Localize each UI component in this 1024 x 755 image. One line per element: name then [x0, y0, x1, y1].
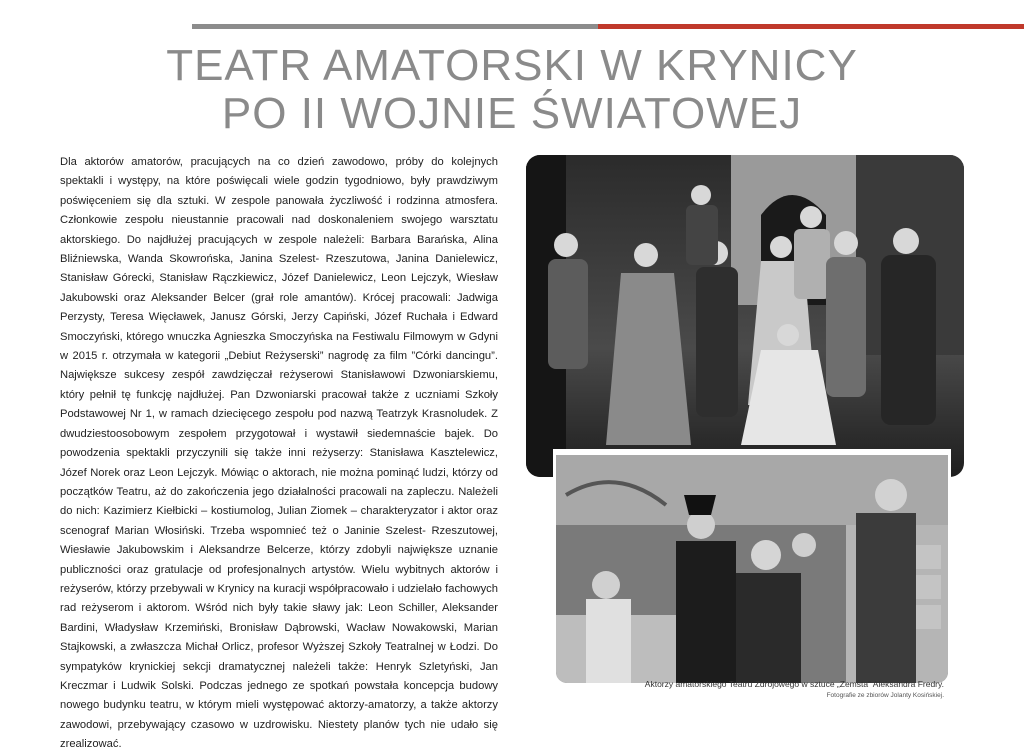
body-text: Dla aktorów amatorów, pracujących na co dzień zawodowo, próby do kolejnych spektakli i występy, na które poświęcali wiele godzin tygodniowo, były prawdziwym poświęceniem się dla sztuki. W zespole panowała życzliwość i rodzinna atmosfera. Członkowie zespołu nieustannie pracowali nad doskonaleniem swojego warsztatu aktorskiego. Do najdłużej pracujących w zespole należeli: Barbara Barańska, Alina Bliźniewska, Wanda Skowrońska, Janina Szelest- Rzeszutowa, Janina Danielewicz, Stanisław Górecki, Stanisław Rączkiewicz, Józef Danielewicz, Leon Lejczyk, Wiesław Jakubowski oraz Aleksander Belcer (grał role amantów). Krócej pracowali: Jadwiga Perzysty, Teresa Więcławek, Janusz Górski, Jerzy Capiński, Józef Ruchała i Edward Smoczyński, którego wnuczka Agnieszka Smoczyńska na Festiwalu Filmowym w Gdyni w 2015 r. otrzymała w kategorii „Debiut Reżyserski” nagrodę za film ”Córki dancingu”. Największe sukcesy zespół zawdzięczał reżyserowi Stanisławowi Dzwoniarskiemu, który pełnił tę funkcję najdłużej. Pan Dzwoniarski pracował także z uczniami Szkoły Podstawowej Nr 1, w ramach dziecięcego zespołu pod nazwą Teatrzyk Krasnoludek. Z dwudziestoosobowym zespołem przygotował i wystawił siedemnaście bajek. Do powodzenia spektakli przyczynili się także inni reżyserzy: Stanisława Kasztelewicz, Józef Norek oraz Leon Lejczyk. Mówiąc o aktorach, nie można pominąć ludzi, którzy od początków Teatru, aż do zakończenia jego działalności pracowali na zapleczu. Należeli do nich: Kazimierz Kiełbicki – kostiumolog, Julian Ziomek – charakteryzator i aktor oraz scenograf Marian Włosiński. Trzeba wspomnieć też o Janinie Szelest- Rzeszutowej, Wiesławie Jakubowskim i Aleksandrze Belcerze, którzy zdobyli największe uznanie publiczności oraz gratulacje od profesjonalnych artystów. Wielu wybitnych aktorów i reżyserów, którzy przebywali w Krynicy na kuracji współpracowało i udzielało fachowych rad reżyserom i aktorom. Wśród nich były takie sławy jak: Leon Schiller, Aleksander Bardini, Władysław Krzemiński, Bronisław Dąbrowski, Wacław Nowakowski, Marian Stajkowski, a zwłaszcza Michał Orlicz, profesor Wyższej Szkoły Teatralnej w Łodzi. Do sympatyków krynickiej sekcji dramatycznej należeli także: Henryk Szletyński, Jan Kreczmar i Ludwik Solski. Podczas jednego ze spotkań powstała koncepcja budowy nowego budynku teatru, w którym mieli występować aktorzy-amatorzy, a także aktorzy zawodowi, przebywający czasowo w uzdrowisku. Niestety planów tych nie udało się zrealizować. [60, 156, 498, 751]
page-title [0, 42, 1024, 138]
top-bar-red [598, 24, 1024, 29]
photo-credit: Fotografie ze zbiorów Jolanty Kosińskiej. [826, 692, 944, 699]
photo-caption: Aktorzy amatorskiego Teatru Zdrojowego w sztuce „Zemsta” Aleksandra Fredry. [644, 679, 944, 689]
title-line-2: PO II WOJNIE ŚWIATOWEJ [221, 89, 803, 138]
stage-photo-large [526, 155, 964, 477]
top-bar-gray [192, 24, 598, 29]
stage-photo-small [553, 449, 951, 686]
title-line-1: TEATR AMATORSKI W KRYNICY [166, 41, 858, 90]
